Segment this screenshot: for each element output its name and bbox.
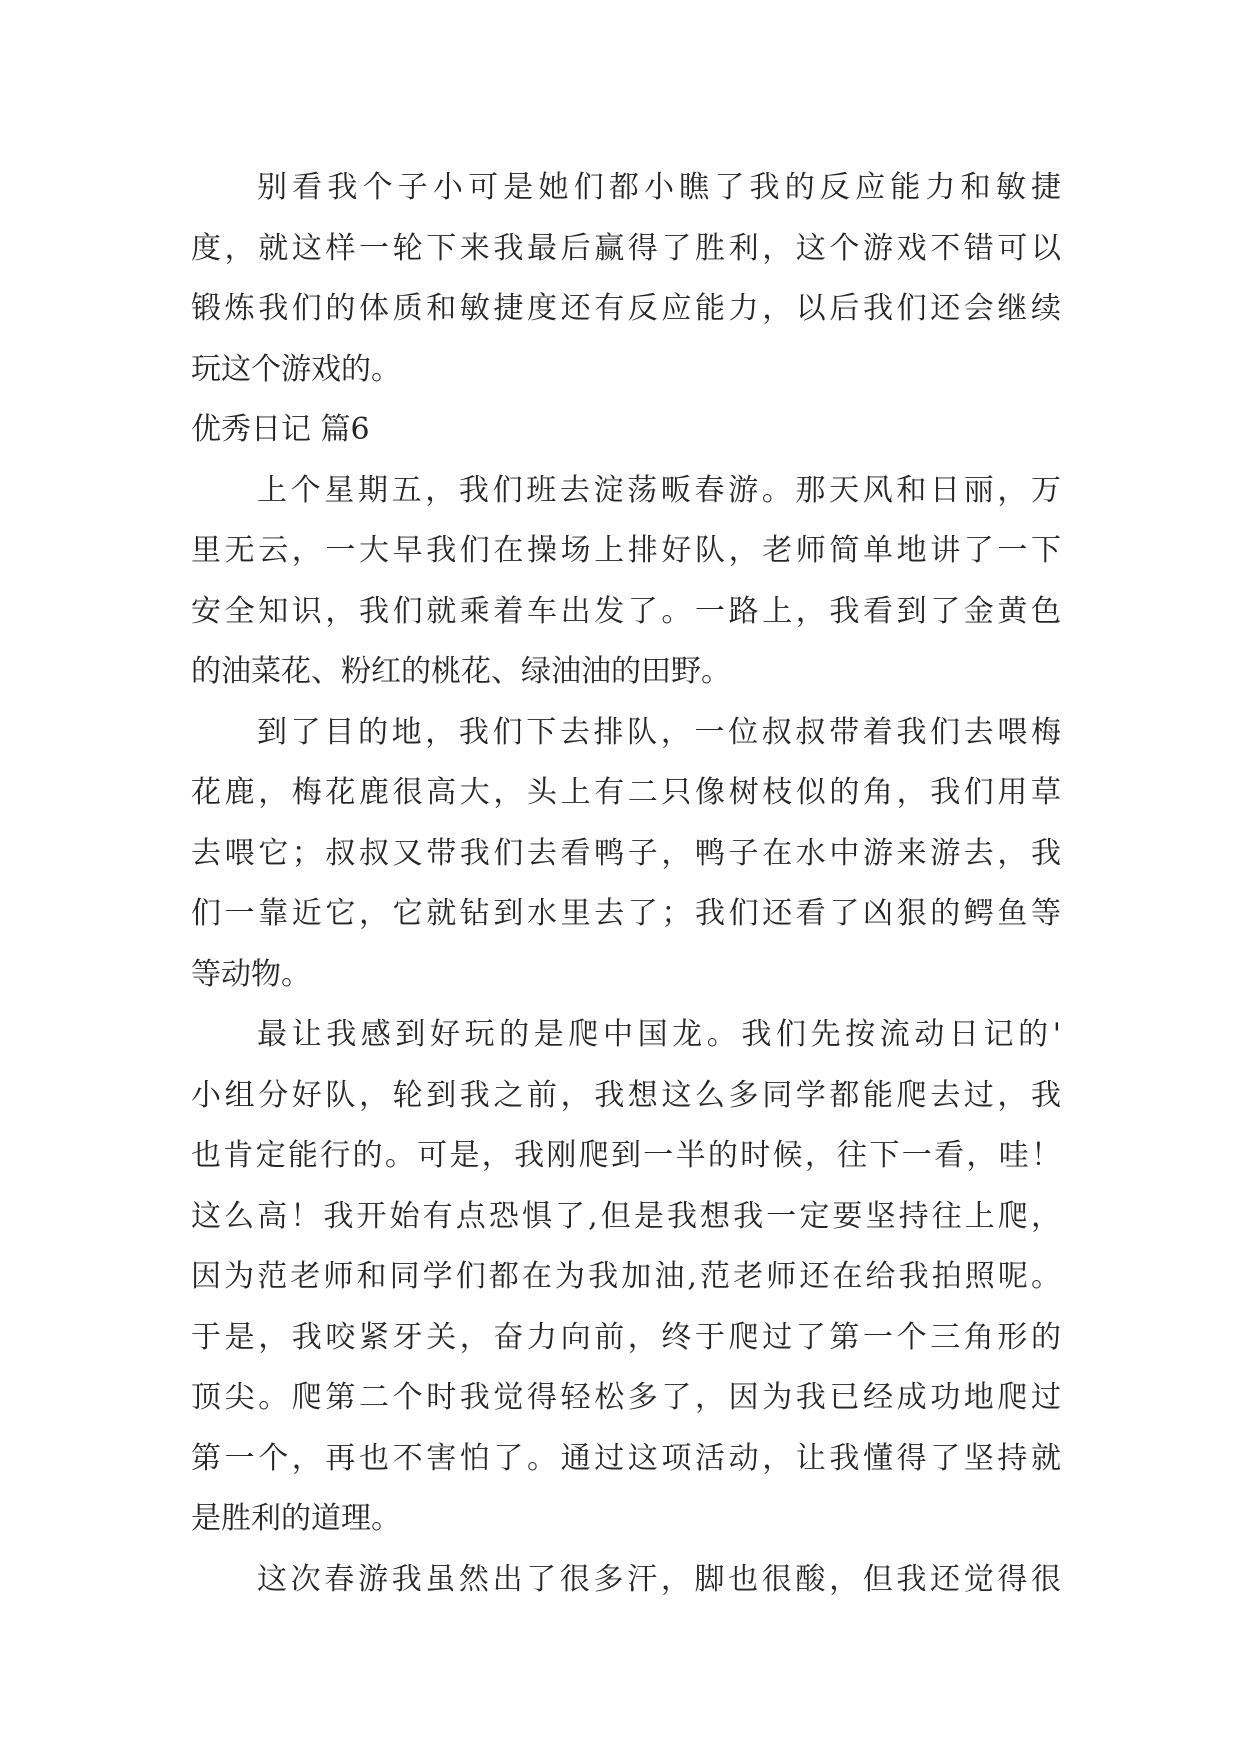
text-line: 里无云，一大早我们在操场上排好队，老师简单地讲了一下	[191, 533, 1061, 568]
heading-text: 优秀日记 篇6	[191, 412, 370, 447]
text-line: 去喂它；叔叔又带我们去看鸭子，鸭子在水中游来游去，我	[191, 835, 1061, 871]
text-line: 这次春游我虽然出了很多汗，脚也很酸，但我还觉得很	[257, 1561, 1061, 1597]
text-line: 别看我个子小可是她们都小瞧了我的反应能力和敏捷	[257, 170, 1061, 205]
text-line: 最让我感到好玩的是爬中国龙。我们先按流动日记的'	[257, 1017, 1061, 1052]
text-line: 到了目的地，我们下去排队，一位叔叔带着我们去喂梅	[257, 714, 1061, 750]
text-line: 这么高！我开始有点恐惧了,但是我想我一定要坚持往上爬，	[191, 1198, 1061, 1234]
text-line: 们一靠近它，它就钻到水里去了；我们还看了凶狠的鳄鱼等	[191, 896, 1061, 931]
text-line: 第一个，再也不害怕了。通过这项活动，让我懂得了坚持就	[191, 1440, 1061, 1476]
text-line: 安全知识，我们就乘着车出发了。一路上，我看到了金黄色	[191, 593, 1061, 629]
text-line: 因为范老师和同学们都在为我加油,范老师还在给我拍照呢。	[191, 1259, 1061, 1294]
paragraph	[191, 158, 1061, 400]
paragraph	[191, 461, 1061, 703]
text-line: 上个星期五，我们班去淀荡畈春游。那天风和日丽，万	[257, 472, 1061, 508]
text-line: 小组分好队，轮到我之前，我想这么多同学都能爬去过，我	[191, 1077, 1061, 1113]
text-line: 等动物。	[191, 956, 311, 992]
paragraph	[191, 703, 1061, 1006]
document-body	[191, 158, 1061, 1610]
paragraph	[191, 1550, 1061, 1611]
text-line: 花鹿，梅花鹿很高大，头上有二只像树枝似的角，我们用草	[191, 775, 1061, 810]
text-line: 顶尖。爬第二个时我觉得轻松多了，因为我已经成功地爬过	[191, 1380, 1061, 1415]
text-line: 也肯定能行的。可是，我刚爬到一半的时候，往下一看，哇！	[191, 1138, 1061, 1173]
text-line: 于是，我咬紧牙关，奋力向前，终于爬过了第一个三角形的	[191, 1319, 1061, 1355]
text-line: 是胜利的道理。	[191, 1501, 401, 1536]
text-line: 锻炼我们的体质和敏捷度还有反应能力，以后我们还会继续	[191, 291, 1061, 326]
section-heading	[191, 400, 1061, 461]
text-line: 度，就这样一轮下来我最后赢得了胜利，这个游戏不错可以	[191, 230, 1061, 266]
text-line: 的油菜花、粉红的桃花、绿油油的田野。	[191, 654, 731, 689]
text-line: 玩这个游戏的。	[191, 351, 401, 387]
paragraph	[191, 1005, 1061, 1550]
